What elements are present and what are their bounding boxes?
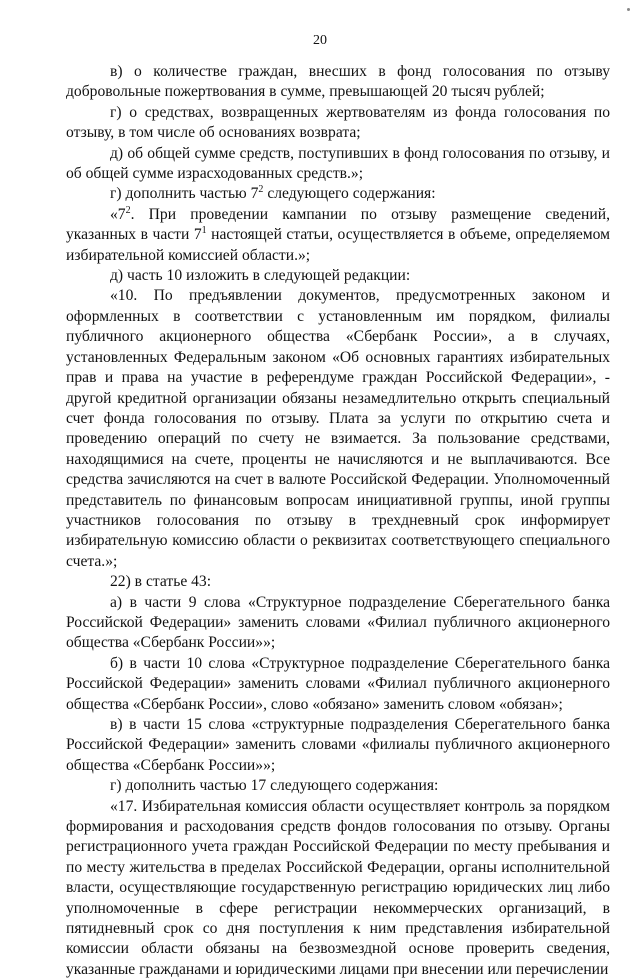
document-body [66,62,610,980]
paragraph-item-v: в) о количестве граждан, внесших в фонд голосования по отзыву добровольные пожертвования в сумме, превышающей 20 тысяч рублей; [66,63,610,101]
paragraph-item-g: г) о средствах, возвращенных жертвователям из фонда голосования по отзыву, в том числе об основаниях возврата; [66,103,610,142]
paragraph-article-43-v: в) в части 15 слова «структурные подразделения Сберегательного банка Российской Федерации» заменить словами «филиалы публичного акционерного общества «Сбербанк России»»; [66,716,610,774]
paragraph-part-10-intro: д) часть 10 изложить в следующей редакции: [110,267,411,285]
paragraph-article-43-a: а) в части 9 слова «Структурное подразделение Сберегательного банка Российской Федерации» заменить словами «Филиал публичного акционерного общества «Сбербанк России»»; [66,593,610,652]
page-number: 20 [313,33,327,48]
paragraph-part-7-2-text: «$7^2$. При проведении кампании по отзыву размещение сведений, указанных в части $7^1$ настоящей статьи, осуществляется в объеме, определяемом избирательной комиссией области.»; [66,204,610,264]
paragraph-add-part-7-2: г) дополнить частью $7^2$ следующего содержания: [110,184,436,203]
paragraph-item-d: д) об общей сумме средств, поступивших в фонд голосования по отзыву, и об общей сумме израсходованных средств.»; [66,144,610,183]
paragraph-article-43-g: г) дополнить частью 17 следующего содержания: [110,777,439,795]
paragraph-part-10-text: «10. По предъявлении документов, предусмотренных законом и оформленных в соответствии с установленным им порядком, филиалы публичного акционерного общества «Сбербанк России», а в случаях, установленных Федеральным законом «Об основных гарантиях избирательных прав и права на участие в референдуме граждан Российской Федерации», - другой кредитной организации обязаны незамедлительно открыть специальный счет фонда голосования по отзыву. Плата за услуги по открытию счета и проведению операций по счету не взимается. За пользование средствами, находящимися на счете, проценты не начисляются и не выплачиваются. Все средства зачисляются на счет в валюте Российской Федерации. Уполномоченный представитель по финансовым вопросам инициативной группы, иной группы участников голосования по отзыву в трехдневный срок информирует избирательную комиссию области о реквизитах соответствующего специального счета.»; [66,287,610,570]
paragraph-article-43: 22) в статье 43: [110,573,212,591]
scan-speck [627,8,630,11]
paragraph-article-43-b: б) в части 10 слова «Структурное подразделение Сберегательного банка Российской Федерации» заменить словами «Филиал публичного акционерного общества «Сбербанк России», слово «обязано» заменить словом «обязан»; [66,654,610,713]
paragraph-part-17-text: «17. Избирательная комиссия области осуществляет контроль за порядком формирования и расходования средств фондов голосования по отзыву. Органы регистрационного учета граждан Российской Федерации по месту пребывания и по месту жительства в пределах Российской Федерации, органы исполнительной власти, осуществляющие государственную регистрацию юридических лиц либо уполномоченные в сфере регистрации некоммерческих организаций, в пятидневный срок со дня поступления к ним представления избирательной комиссии области обязаны на безвозмездной основе проверить сведения, указанные гражданами и юридическими лицами при внесении или перечислении [66,797,610,978]
